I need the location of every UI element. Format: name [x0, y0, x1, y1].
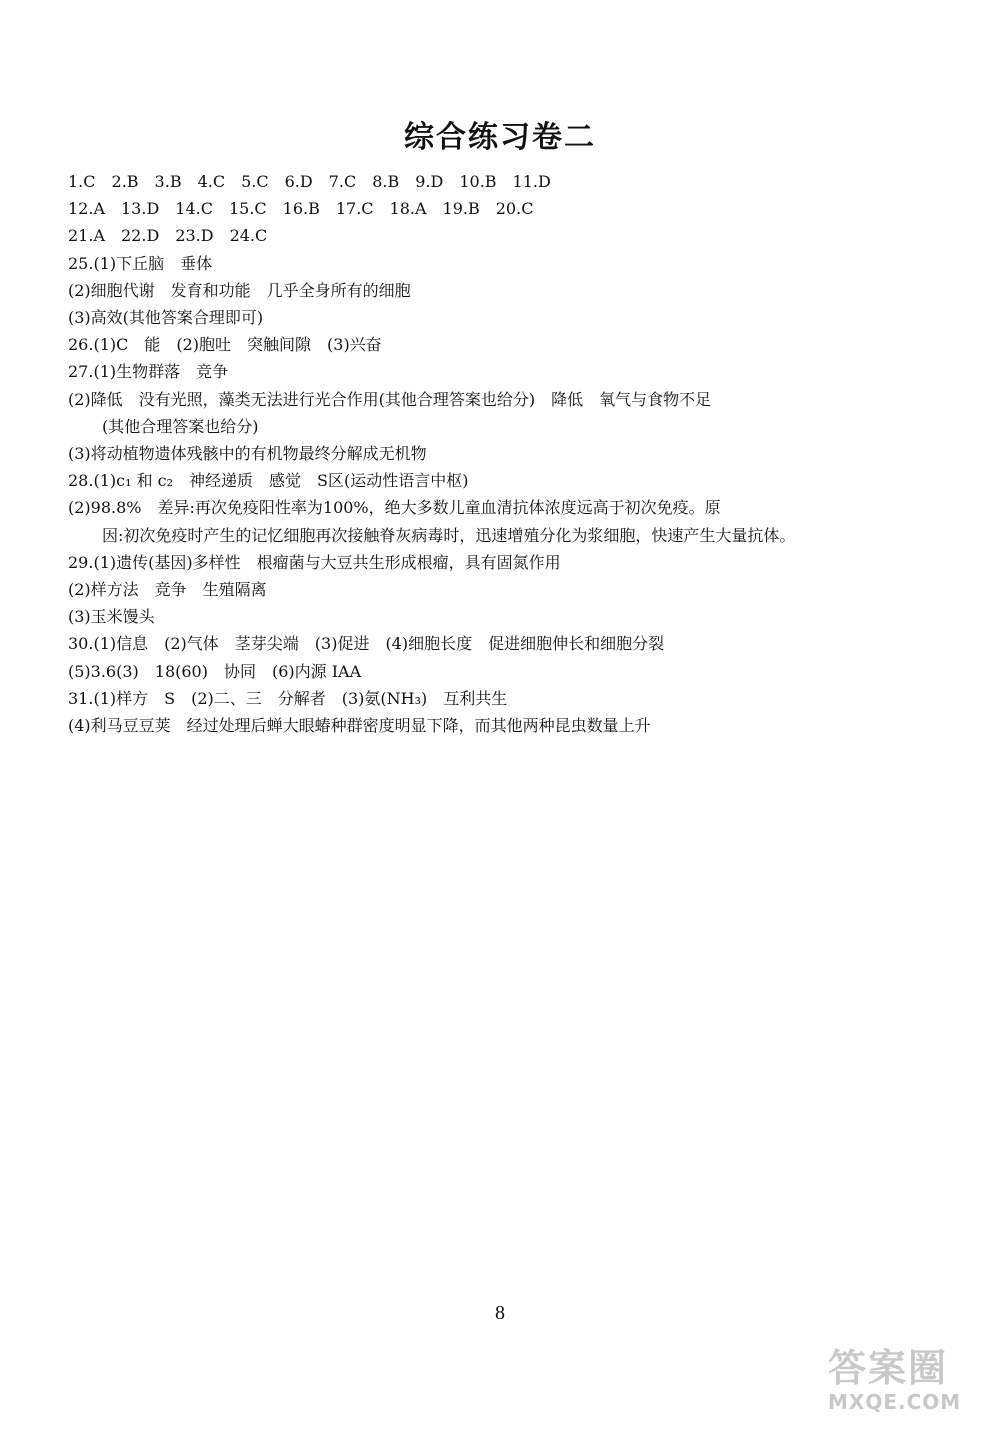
mc-answer: 16.B	[282, 199, 320, 219]
page-title: 综合练习卷二	[404, 120, 596, 155]
answer-line: 因:初次免疫时产生的记忆细胞再次接触脊灰病毒时，迅速增殖分化为浆细胞，快速产生大量抗体。	[102, 525, 796, 545]
answer-line: 27.(1)生物群落 竞争	[68, 362, 229, 382]
watermark-logo	[828, 1346, 988, 1420]
answer-line: (其他合理答案也给分)	[102, 416, 259, 436]
answer-line: 31.(1)样方 S (2)二、三 分解者 (3)氨(NH₃) 互利共生	[68, 688, 508, 708]
answer-line: 28.(1)c₁ 和 c₂ 神经递质 感觉 S区(运动性语言中枢)	[68, 471, 469, 491]
mc-answer: 8.B	[372, 172, 400, 191]
answer-line: (2)样方法 竞争 生殖隔离	[68, 580, 267, 600]
answer-line: 25.(1)下丘脑 垂体	[68, 253, 213, 273]
mc-answer: 14.C	[175, 199, 213, 219]
answer-line: (5)3.6(3) 18(60) 协同 (6)内源 IAA	[68, 661, 362, 681]
answer-line: (2)98.8% 差异:再次免疫阳性率为100%，绝大多数儿童血清抗体浓度远高于初次免疫。原	[68, 498, 721, 518]
page-number: 8	[495, 1302, 505, 1324]
mc-answer: 19.B	[442, 199, 480, 219]
mc-answer: 3.B	[154, 172, 182, 191]
mc-row-1	[68, 168, 938, 195]
mc-answer: 2.B	[111, 172, 139, 191]
mc-answer: 4.C	[197, 172, 226, 191]
mc-answer: 6.D	[284, 172, 313, 191]
mc-row-2-items	[68, 195, 549, 222]
mc-row-3	[68, 222, 938, 249]
watermark-text: 答案圈	[828, 1346, 949, 1390]
answer-list	[68, 168, 938, 739]
mc-answer: 18.A	[389, 199, 427, 219]
answer-line: (2)降低 没有光照，藻类无法进行光合作用(其他合理答案也给分) 降低 氧气与食物不足	[68, 389, 712, 409]
mc-answer: 12.A	[68, 199, 105, 219]
mc-answer: 17.C	[335, 199, 374, 219]
mc-answer: 9.D	[415, 172, 444, 191]
mc-answer: 23.D	[175, 226, 214, 246]
answer-line: 30.(1)信息 (2)气体 茎芽尖端 (3)促进 (4)细胞长度 促进细胞伸长和细胞分裂	[68, 634, 665, 654]
mc-row-3-items	[68, 222, 283, 249]
answer-line: (3)高效(其他答案合理即可)	[68, 308, 264, 328]
mc-answer: 7.C	[328, 172, 357, 191]
mc-answer: 10.B	[459, 172, 497, 191]
answer-line: (4)利马豆豆荚 经过处理后蝉大眼蝽种群密度明显下降，而其他两种昆虫数量上升	[68, 716, 651, 736]
answer-text-lines	[68, 250, 938, 740]
mc-answer: 5.C	[241, 172, 269, 191]
mc-answer: 15.C	[228, 199, 267, 219]
answer-line: (2)细胞代谢 发育和功能 几乎全身所有的细胞	[68, 280, 411, 300]
mc-answer: 21.A	[68, 226, 105, 246]
mc-answer: 1.C	[68, 172, 96, 191]
answer-line: (3)将动植物遗体残骸中的有机物最终分解成无机物	[68, 444, 427, 464]
answer-line: 29.(1)遗传(基因)多样性 根瘤菌与大豆共生形成根瘤，具有固氮作用	[68, 552, 561, 572]
mc-row-2	[68, 195, 938, 222]
mc-answer: 20.C	[495, 199, 534, 219]
watermark-url: MXQE.COM	[828, 1390, 962, 1414]
answer-line: 26.(1)C 能 (2)胞吐 突触间隙 (3)兴奋	[68, 335, 382, 355]
mc-row-1-items	[68, 168, 567, 195]
mc-answer: 22.D	[121, 226, 160, 246]
mc-answer: 11.D	[512, 172, 551, 191]
mc-answer: 13.D	[121, 199, 160, 219]
mc-answer: 24.C	[229, 226, 268, 246]
answer-line: (3)玉米馒头	[68, 607, 155, 627]
